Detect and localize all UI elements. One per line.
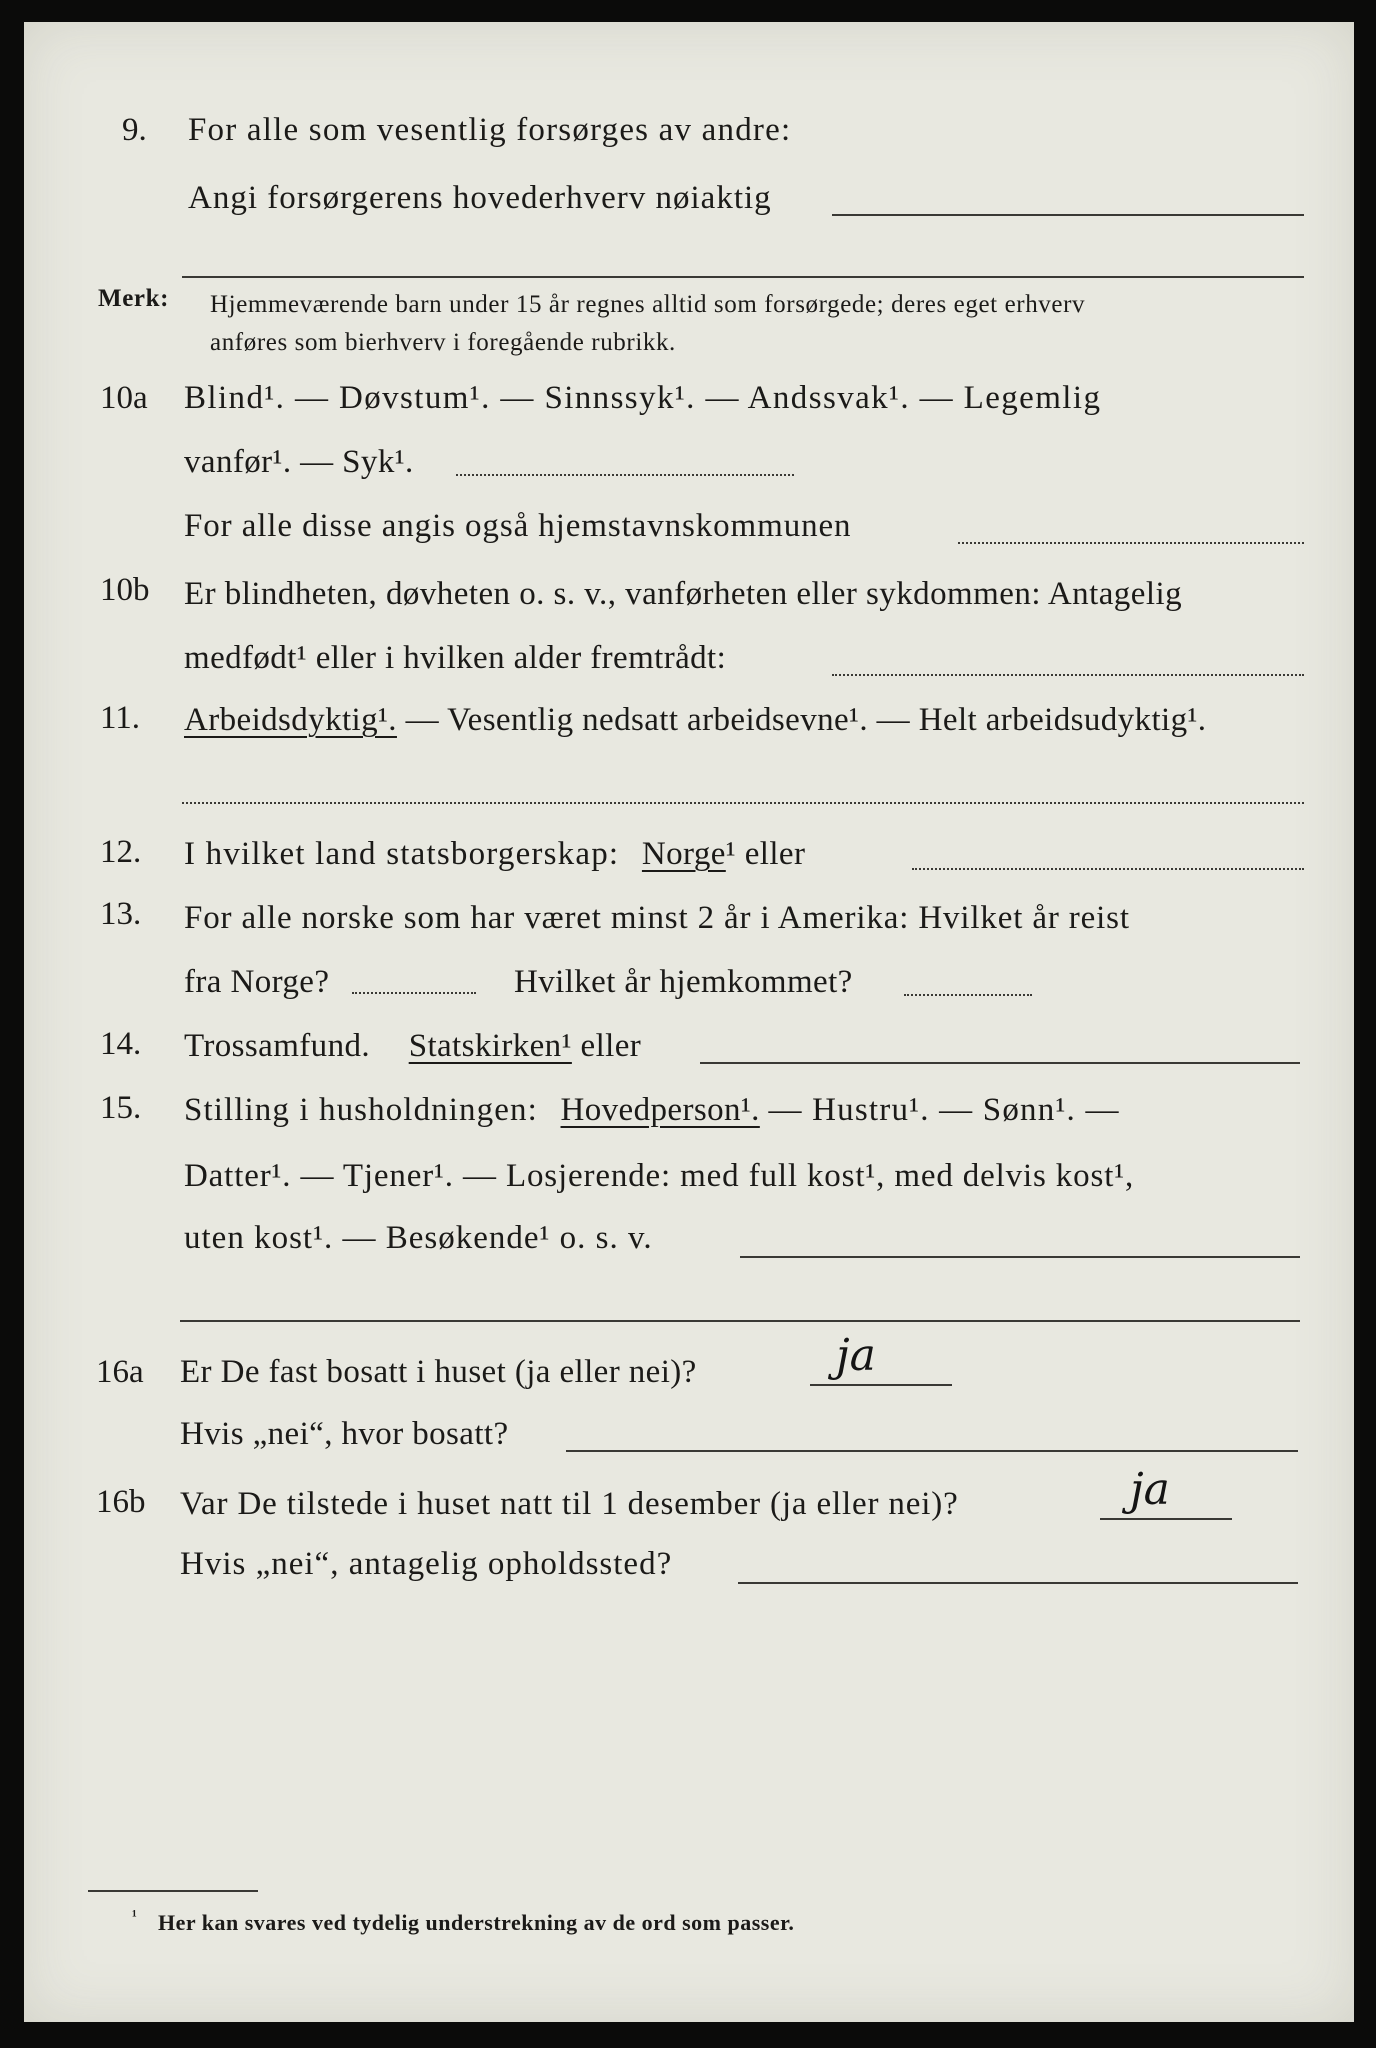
answer-line-10b[interactable] [832,674,1304,676]
item-number-11: 11. [100,700,141,736]
answer-line-9b[interactable] [182,276,1304,278]
answer-line-15b[interactable] [180,1320,1300,1322]
item-10a-line3: For alle disse angis også hjemstavnskommunen [184,508,852,544]
item-15-line2: Datter¹. — Tjener¹. — Losjerende: med full kost¹, med delvis kost¹, [184,1158,1135,1194]
item-number-15: 15. [100,1090,142,1126]
item-number-16a: 16a [96,1354,144,1390]
answer-line-14[interactable] [700,1062,1300,1064]
answer-line-13b[interactable] [904,994,1032,996]
note-label: Merk: [98,285,170,312]
answer-line-16a-b[interactable] [566,1450,1298,1452]
item-16b-line1: Var De tilstede i huset natt til 1 desember (ja eller nei)? [180,1486,959,1522]
item-number-14: 14. [100,1026,142,1062]
answer-line-16a-a[interactable] [810,1384,952,1386]
footnote-rule [88,1890,258,1892]
note-line1: Hjemmeværende barn under 15 år regnes alltid som forsørgede; deres eget erhverv [210,291,1086,318]
answer-line-10a-a[interactable] [456,474,794,476]
item-11-text: Arbeidsdyktig¹. — Vesentlig nedsatt arbeidsevne¹. — Helt arbeidsudyktig¹. [184,702,1207,738]
note-line2: anføres som bierhverv i foregående rubrikk. [210,329,676,356]
option-arbeidsdyktig[interactable]: Arbeidsdyktig¹. [184,702,397,738]
option-hovedperson[interactable]: Hovedperson¹. [560,1092,760,1128]
item-9-line2: Angi forsørgerens hovederhverv nøiaktig [188,180,772,216]
answer-line-16b-b[interactable] [738,1582,1298,1584]
item-10b-line2: medfødt¹ eller i hvilken alder fremtrådt: [184,640,727,676]
item-14-text: Trossamfund. Statskirken¹ eller [184,1028,642,1064]
handwritten-answer-16b: ja [1130,1464,1170,1515]
answer-line-13a[interactable] [352,992,476,994]
answer-line-15a[interactable] [740,1256,1300,1258]
item-10b-line1: Er blindheten, døvheten o. s. v., vanførheten eller sykdommen: Antagelig [184,576,1183,612]
item-13-line2b: Hvilket år hjemkommet? [514,964,853,1000]
answer-line-11[interactable] [182,802,1304,804]
item-15-line3: uten kost¹. — Besøkende¹ o. s. v. [184,1220,653,1256]
option-norge[interactable]: Norge [641,836,726,872]
answer-line-12[interactable] [912,868,1304,870]
handwritten-answer-16a: ja [836,1330,876,1381]
form-page [24,22,1354,2022]
item-number-10b: 10b [100,572,150,608]
item-16a-line1: Er De fast bosatt i huset (ja eller nei)? [180,1354,697,1390]
answer-line-16b-a[interactable] [1100,1518,1232,1520]
item-number-10a: 10a [100,380,148,416]
item-13-line1: For alle norske som har været minst 2 år i Amerika: Hvilket år reist [184,900,1130,936]
item-16a-line2: Hvis „nei“, hvor bosatt? [180,1416,509,1452]
item-13-line2a: fra Norge? [184,964,330,1000]
item-number-12: 12. [100,834,142,870]
item-number-16b: 16b [96,1484,146,1520]
item-10a-line2: vanfør¹. — Syk¹. [184,444,414,480]
answer-line-9a[interactable] [832,214,1304,216]
footnote-text: Her kan svares ved tydelig understrekning av de ord som passer. [158,1910,795,1935]
item-16b-line2: Hvis „nei“, antagelig opholdssted? [180,1546,673,1582]
item-15-line1: Stilling i husholdningen: Hovedperson¹. — Hustru¹. — Sønn¹. — [184,1092,1120,1128]
footnote-mark: ¹ [132,1908,138,1925]
item-number-9: 9. [122,112,147,148]
item-9-line1: For alle som vesentlig forsørges av andre: [188,112,792,148]
option-statskirken[interactable]: Statskirken¹ [408,1028,572,1064]
item-12-text: I hvilket land statsborgerskap: Norge¹ eller [184,836,806,872]
answer-line-10a-b[interactable] [958,542,1304,544]
item-number-13: 13. [100,896,142,932]
item-10a-line1: Blind¹. — Døvstum¹. — Sinnssyk¹. — Andssvak¹. — Legemlig [184,380,1102,416]
